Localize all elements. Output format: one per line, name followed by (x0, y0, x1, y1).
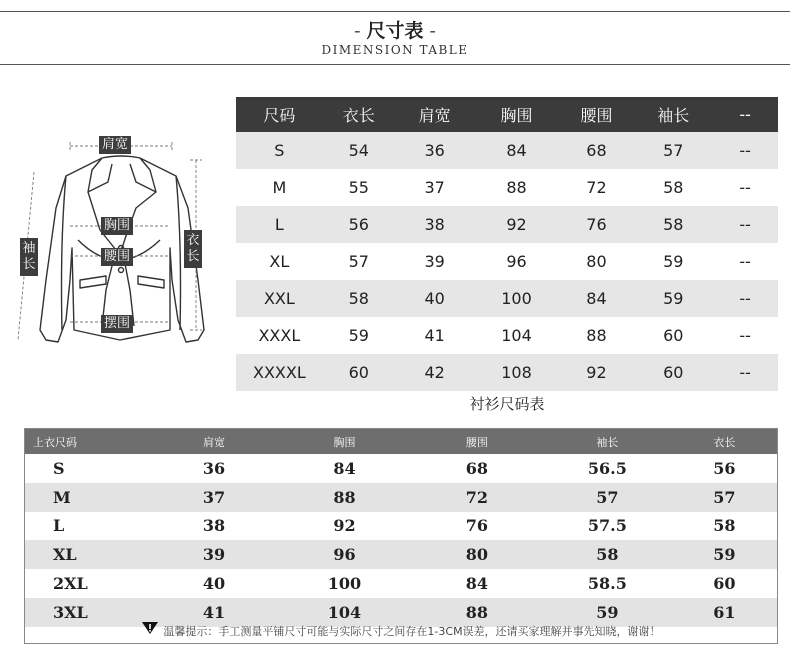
size-table-cell: 88 (506, 178, 527, 197)
shirt-table-cell: XL (25, 540, 150, 569)
size-table-cell: 84 (475, 132, 559, 169)
shirt-table-cell: 59 (543, 598, 672, 627)
size-table-cell: -- (739, 326, 751, 345)
shirt-table-cell: 88 (278, 483, 411, 512)
size-table-row (236, 317, 778, 354)
shirt-table-cell: L (53, 516, 65, 536)
size-table-cell: 108 (475, 354, 559, 391)
shirt-table-cell: 41 (150, 598, 278, 627)
size-table-cell: 60 (634, 354, 712, 391)
page-subtitle: DIMENSION TABLE (321, 43, 469, 57)
size-table-cell: 72 (586, 178, 607, 197)
shirt-table-cell: 3XL (25, 598, 150, 627)
shirt-table-cell: 72 (411, 483, 543, 512)
size-table-row (236, 132, 778, 169)
size-table-header-cell: 胸围 (475, 97, 559, 132)
shirt-table-cell: 84 (465, 574, 488, 594)
size-table-cell: -- (712, 132, 778, 169)
size-table-row (236, 243, 778, 280)
size-table-row (236, 169, 778, 206)
size-table-cell: 88 (586, 326, 607, 345)
shirt-table-cell: 58 (543, 540, 672, 569)
header-bottom-rule (0, 64, 790, 65)
shirt-table-header-cell: 袖长 (543, 429, 672, 454)
shirt-table-cell: 36 (202, 458, 226, 478)
size-table-cell: XXXL (258, 326, 301, 345)
shoulder-label: 肩宽 (99, 136, 131, 154)
shirt-table-cell: 37 (150, 483, 278, 512)
shirt-table-header (25, 429, 777, 454)
shirt-table-cell: 2XL (53, 574, 88, 594)
shirt-table-row (25, 483, 777, 512)
size-table-cell: 59 (663, 252, 684, 271)
size-table-header (236, 97, 778, 132)
size-table-header-cell: 尺码 (236, 97, 323, 132)
size-table-cell: -- (739, 178, 751, 197)
shirt-table-cell: 56.5 (587, 458, 627, 478)
shirt-table-cell: 100 (327, 574, 362, 594)
shirt-table-cell: 57 (672, 483, 777, 512)
shirt-table-row (25, 540, 777, 569)
measurement-note (25, 620, 777, 644)
shirt-table-cell: 104 (278, 598, 411, 627)
size-table-cell: L (236, 206, 323, 243)
title-text: 尺寸表 (366, 20, 424, 42)
shirt-table-cell: 57.5 (587, 516, 627, 536)
shirt-table-cell: S (53, 458, 65, 478)
shirt-table-cell: 38 (202, 516, 226, 536)
shirt-table-cell: 92 (333, 516, 356, 536)
size-table-cell: 60 (323, 354, 395, 391)
shirt-table-cell: 68 (465, 458, 488, 478)
size-table-cell: 38 (395, 206, 475, 243)
size-table-cell: 80 (586, 252, 607, 271)
size-table-cell: 59 (634, 280, 712, 317)
waist-label: 腰围 (101, 248, 133, 266)
shirt-table-cell: 58.5 (587, 574, 627, 594)
size-table-cell: 57 (348, 252, 369, 271)
chest-label: 胸围 (101, 217, 133, 235)
shirt-table-cell: 88 (411, 598, 543, 627)
size-table-cell: -- (739, 252, 751, 271)
size-table-cell: 60 (663, 326, 684, 345)
size-table-cell: 41 (424, 326, 445, 345)
shirt-table-cell: 39 (150, 540, 278, 569)
title-dash-right: - (429, 20, 436, 42)
shirt-table-cell: 84 (333, 458, 356, 478)
size-table-cell: 76 (559, 206, 635, 243)
size-table-cell: 96 (506, 252, 527, 271)
size-table-cell: 58 (634, 206, 712, 243)
title-dash-left: - (354, 20, 361, 42)
shirt-table-cell: 40 (202, 574, 226, 594)
shirt-table (25, 429, 777, 627)
size-table-cell: 54 (323, 132, 395, 169)
size-table (236, 97, 778, 391)
shirt-table-cell: 59 (672, 540, 777, 569)
measurement-note-text: 温馨提示：手工测量平铺尺寸可能与实际尺寸之间存在1-3CM误差，还请买家理解并事先知晓，谢谢！ (163, 625, 661, 638)
jacket-illustration (10, 130, 222, 360)
size-table-cell: S (236, 132, 323, 169)
size-table-cell: 104 (501, 326, 532, 345)
size-table-header-cell: 肩宽 (395, 97, 475, 132)
size-table-header-cell: 袖长 (634, 97, 712, 132)
header-top-rule (0, 11, 790, 12)
size-table-row (236, 206, 778, 243)
shirt-table-cell: 80 (411, 540, 543, 569)
size-table-cell: XL (269, 252, 290, 271)
size-table-cell: 42 (395, 354, 475, 391)
page-title (0, 16, 790, 43)
warning-triangle-icon (141, 620, 159, 644)
size-table-cell: XXXXL (236, 354, 323, 391)
size-table-cell: XXL (236, 280, 323, 317)
size-table-cell: 55 (348, 178, 369, 197)
shirt-table-cell: 57 (543, 483, 672, 512)
size-table-cell: 92 (475, 206, 559, 243)
hem-label: 摆围 (101, 315, 133, 333)
size-table-cell: M (272, 178, 287, 197)
size-table-row (236, 354, 778, 391)
shirt-table-row (25, 454, 777, 483)
shirt-table-header-cell: 上衣尺码 (25, 429, 150, 454)
size-table-cell: 40 (395, 280, 475, 317)
size-table-row (236, 280, 778, 317)
shirt-table-cell: M (25, 483, 150, 512)
shirt-table-cell: 56 (713, 458, 736, 478)
shirt-table-cell: 96 (278, 540, 411, 569)
size-table-header-cell: -- (712, 97, 778, 132)
shirt-table-panel (24, 428, 778, 644)
size-table-header-cell: 衣长 (323, 97, 395, 132)
size-table-cell: 68 (559, 132, 635, 169)
size-table-cell: 58 (323, 280, 395, 317)
shirt-table-header-cell: 衣长 (672, 429, 777, 454)
shirt-table-cell: 58 (713, 516, 736, 536)
size-table-cell: 39 (424, 252, 445, 271)
sleeve-label: 袖长 (20, 238, 38, 276)
size-table-cell: 58 (663, 178, 684, 197)
length-label: 衣长 (184, 230, 202, 268)
size-table-cell: -- (712, 354, 778, 391)
shirt-table-header-cell: 胸围 (278, 429, 411, 454)
shirt-table-header-cell: 肩宽 (150, 429, 278, 454)
size-table-cell: 36 (395, 132, 475, 169)
size-table-cell: -- (712, 280, 778, 317)
size-table-cell: 84 (559, 280, 635, 317)
size-table-cell: -- (712, 206, 778, 243)
size-table-cell: 92 (559, 354, 635, 391)
size-table-cell: 100 (475, 280, 559, 317)
size-table-cell: 37 (424, 178, 445, 197)
size-table-cell: 56 (323, 206, 395, 243)
shirt-table-cell: 60 (713, 574, 736, 594)
shirt-table-cell: 61 (672, 598, 777, 627)
shirt-table-header-cell: 腰围 (411, 429, 543, 454)
size-table-cell: 59 (348, 326, 369, 345)
shirt-table-row (25, 569, 777, 598)
shirt-table-caption: 衬衫尺码表 (469, 395, 545, 413)
shirt-table-row (25, 512, 777, 541)
size-table-header-cell: 腰围 (559, 97, 635, 132)
shirt-table-cell: 76 (465, 516, 488, 536)
size-table-cell: 57 (634, 132, 712, 169)
